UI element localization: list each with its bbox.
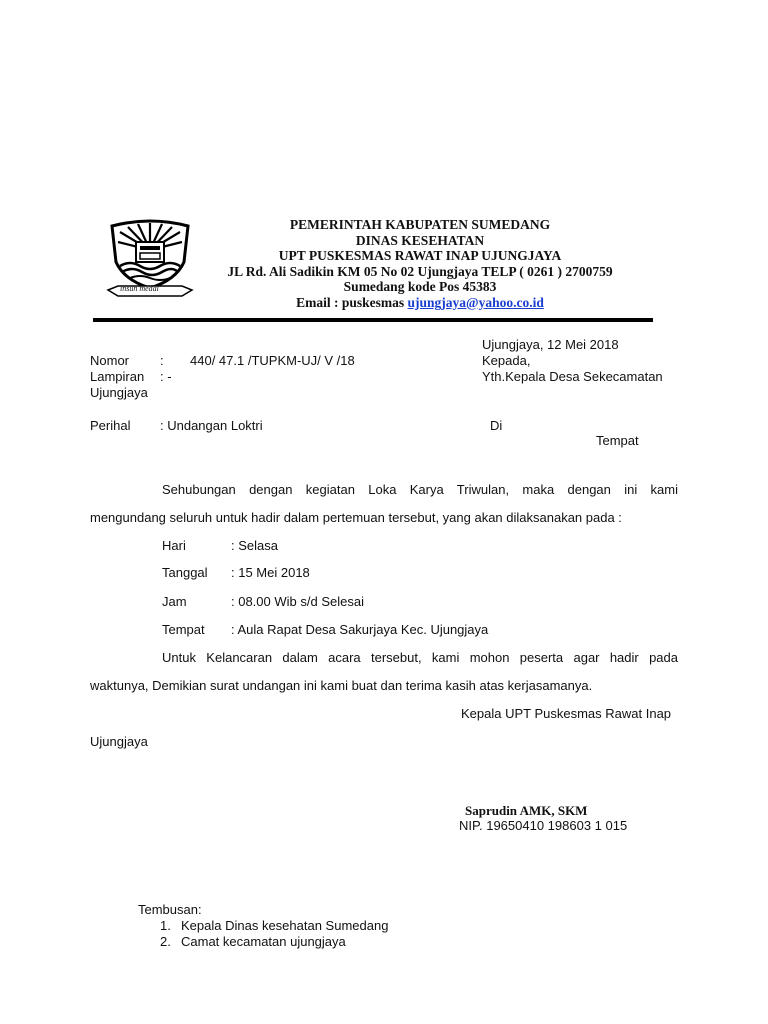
tembusan-item-1: Kepala Dinas kesehatan Sumedang [181,918,389,933]
recipient-tempat: Tempat [596,433,639,448]
detail-hari-label: Hari [162,538,186,553]
recipient-yth: Yth.Kepala Desa Sekecamatan [482,369,663,384]
nomor-colon: : [160,353,164,368]
tembusan-item-2-number: 2. [160,934,171,949]
detail-tanggal-value: : 15 Mei 2018 [231,565,310,580]
lampiran-label: Lampiran [90,369,145,384]
nomor-value: 440/ 47.1 /TUPKM-UJ/ V /18 [190,353,355,368]
detail-tempat-label: Tempat [162,622,205,637]
tembusan-item-2: Camat kecamatan ujungjaya [181,934,346,949]
signature-title-continuation: Ujungjaya [90,734,148,749]
email-link[interactable]: ujungjaya@yahoo.co.id [407,294,544,310]
signature-title: Kepala UPT Puskesmas Rawat Inap [461,706,672,721]
detail-tempat-value: : Aula Rapat Desa Sakurjaya Kec. Ujungjaya [231,622,489,637]
body-paragraph-2-line-2: waktunya, Demikian surat undangan ini kami buat dan terima kasih atas kerjasamanya. [90,678,593,693]
recipient-kepada: Kepada, [482,353,531,368]
detail-hari-value: : Selasa [231,538,278,553]
body-paragraph-1-line-2: mengundang seluruh untuk hadir dalam pertemuan tersebut, yang akan dilaksanakan pada : [90,510,622,525]
letterhead-divider [93,318,653,322]
letterhead-postal: Sumedang kode Pos 45383 [343,279,497,294]
nomor-label: Nomor [90,353,130,368]
detail-jam-value: : 08.00 Wib s/d Selesai [231,594,364,609]
email-prefix: Email : puskesmas [296,294,408,310]
letterhead-department: DINAS KESEHATAN [355,232,485,248]
perihal-value: : Undangan Loktri [160,418,263,433]
body-paragraph-1-line-1: Sehubungan dengan kegiatan Loka Karya Triwulan, maka dengan ini kami [162,482,678,497]
letterhead-institution: UPT PUSKESMAS RAWAT INAP UJUNGJAYA [278,248,562,263]
tembusan-heading: Tembusan: [138,902,202,917]
signatory-name: Saprudin AMK, SKM [465,803,588,818]
letterhead-government: PEMERINTAH KABUPATEN SUMEDANG [289,217,551,232]
signatory-nip: NIP. 19650410 198603 1 015 [459,818,628,833]
letterhead-email [200,295,640,311]
detail-tanggal-label: Tanggal [162,565,208,580]
letterhead-address: JL Rd. Ali Sadikin KM 05 No 02 Ujungjaya TELP ( 0261 ) 2700759 [227,263,613,279]
perihal-label: Perihal [90,418,131,433]
recipient-di: Di [490,418,503,433]
lampiran-value: : - [160,369,172,384]
body-paragraph-2-line-1: Untuk Kelancaran dalam acara tersebut, kami mohon peserta agar hadir pada [162,650,678,665]
logo-ribbon-text: insun medal [120,284,159,293]
lampiran-continuation: Ujungjaya [90,385,148,400]
detail-jam-label: Jam [162,594,187,609]
place-date: Ujungjaya, 12 Mei 2018 [482,337,619,352]
tembusan-item-1-number: 1. [160,918,171,933]
letterhead [200,217,640,310]
